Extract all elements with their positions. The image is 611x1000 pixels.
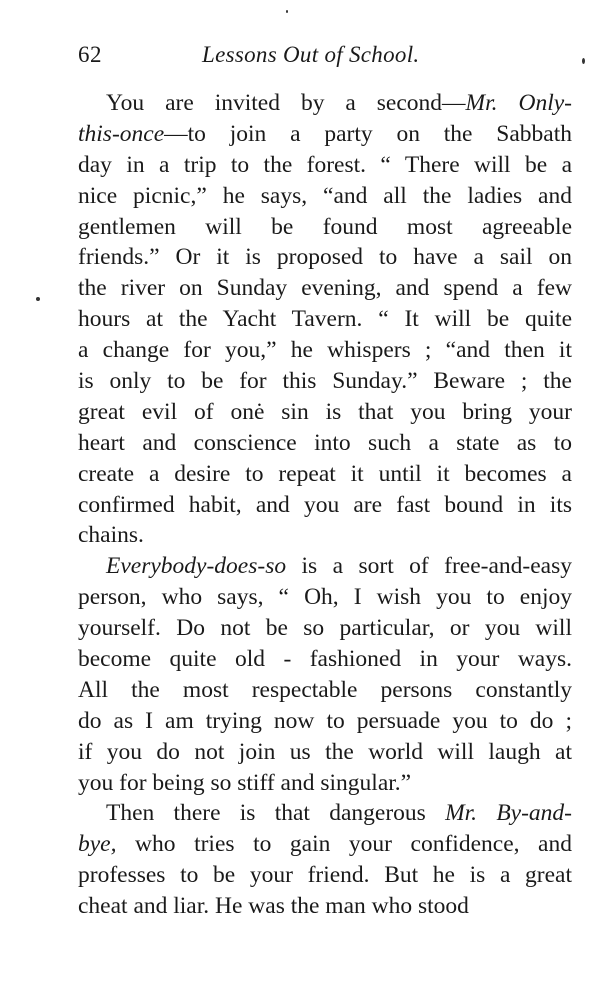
text-line: Then there is that dangerous Mr. By-and- [106, 800, 573, 827]
paragraph [78, 551, 572, 798]
text-line: You are invited by a second—Mr. Only- [106, 90, 572, 116]
text-line: person, who says, “ Oh, I wish you to enjoy [78, 584, 572, 611]
italic-name: Everybody-does-so [106, 553, 287, 580]
text-line: create a desire to repeat it until it becomes a [78, 460, 572, 487]
scan-speck [582, 58, 585, 64]
paragraph [78, 798, 572, 922]
text-line: a change for you,” he whispers ; “and then it [78, 337, 572, 364]
text-line: chains. [78, 522, 144, 549]
text-line: yourself. Do not be so particular, or you will [78, 615, 572, 642]
body-text [78, 88, 572, 922]
scan-speck [286, 10, 288, 13]
page-number: 62 [78, 42, 102, 67]
text-line: heart and conscience into such a state as to [78, 429, 572, 456]
scan-speck [36, 297, 40, 301]
text-line: friends.” Or it is proposed to have a sail on [78, 244, 572, 271]
italic-name: Mr. Only- [465, 90, 572, 116]
text-line: nice picnic,” he says, “and all the ladies and [78, 182, 572, 209]
text-line: you for being so stiff and singular.” [78, 769, 412, 796]
italic-name: bye, [78, 831, 117, 858]
text-line: cheat and liar. He was the man who stood [78, 893, 469, 920]
text-line: Everybody-does-so is a sort of free-and-easy [106, 553, 572, 580]
text-line: gentlemen will be found most agreeable [78, 213, 572, 240]
text-line: if you do not join us the world will laugh at [78, 738, 572, 765]
text-line: confirmed habit, and you are fast bound in its [78, 491, 572, 518]
text-line: is only to be for this Sunday.” Beware ; the [78, 368, 572, 395]
text-line: great evil of onė sin is that you bring your [78, 398, 572, 425]
text-line: hours at the Yacht Tavern. “ It will be quite [78, 306, 572, 333]
text-line: do as I am trying now to persuade you to do ; [78, 707, 572, 734]
text-line: All the most respectable persons constantly [78, 676, 572, 703]
text-line: become quite old - fashioned in your ways. [78, 646, 572, 673]
text-line: bye, who tries to gain your confidence, and [78, 831, 572, 858]
text-line: day in a trip to the forest. “ There will be a [78, 151, 572, 178]
paragraph [78, 88, 572, 551]
page-header [78, 42, 570, 78]
text-line: this-once—to join a party on the Sabbath [78, 120, 572, 147]
running-title: Lessons Out of School. [202, 42, 420, 67]
text-line: professes to be your friend. But he is a great [78, 862, 572, 889]
italic-name: Mr. By-and- [445, 800, 573, 827]
italic-name: this-once [78, 120, 165, 147]
text-line: the river on Sunday evening, and spend a few [78, 275, 572, 302]
